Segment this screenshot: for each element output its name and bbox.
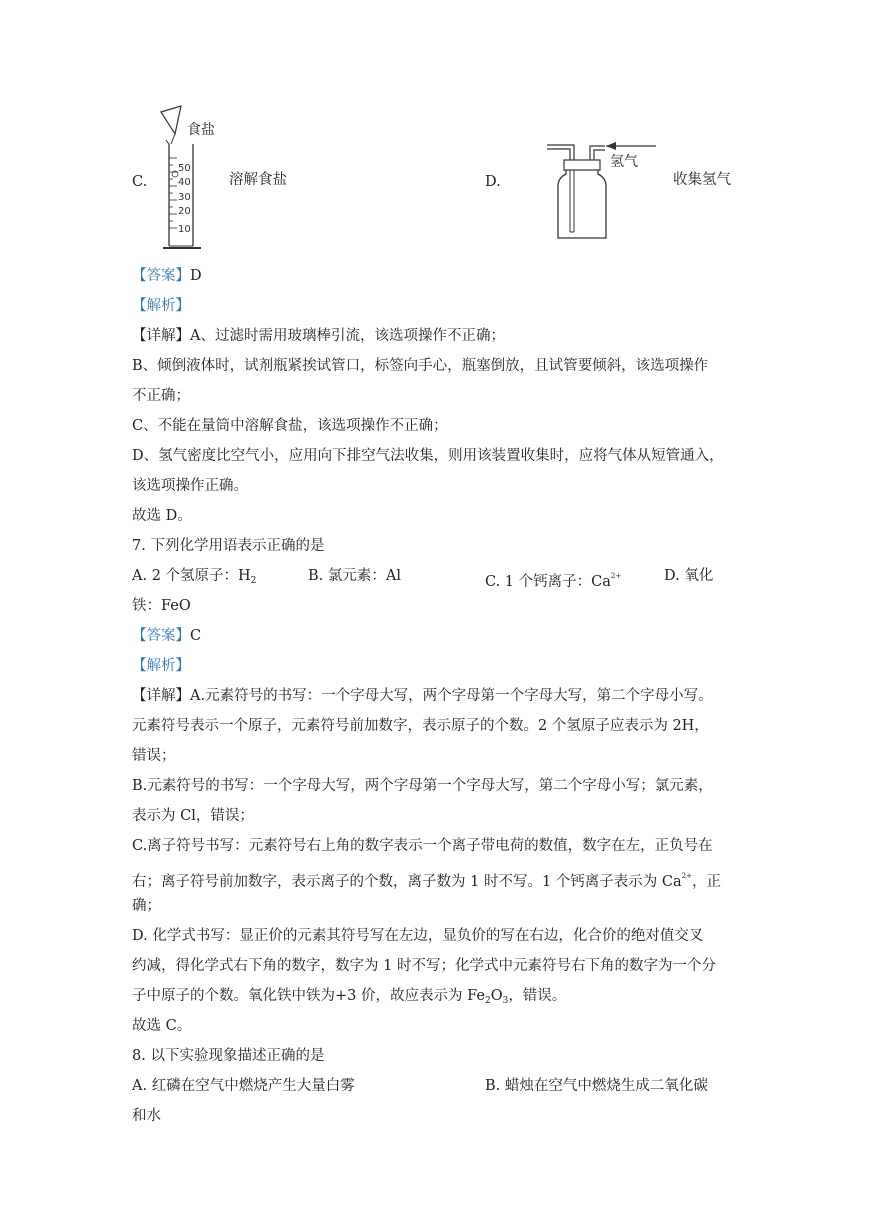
detail-text-end: ，错误。	[508, 988, 567, 1004]
q7-option-d-cont: 铁：FeO	[132, 598, 191, 614]
q7-option-c	[485, 566, 621, 592]
option-c-text: C. 1 个钙离子：Ca	[485, 574, 611, 590]
subscript: 2	[250, 576, 257, 586]
q7-detail-c1: C.离子符号书写：元素符号右上角的数字表示一个离子带电荷的数值，数字在左，正负号在	[132, 838, 713, 854]
q7-detail-d1: D. 化学式书写：显正价的元素其符号写在左边，显负价的写在右边，化合价的绝对值交叉	[132, 928, 704, 944]
option-d-label: 收集氢气	[673, 172, 731, 188]
q6-analysis-tag: 【解析】	[132, 298, 190, 314]
q7-answer	[132, 626, 201, 646]
q7-detail-c2	[132, 866, 721, 892]
scale-20: 20	[178, 206, 191, 217]
q7-detail-d3	[132, 986, 566, 1011]
superscript: 2+	[681, 872, 692, 880]
q6-detail-b2: 不正确；	[132, 388, 190, 404]
scale-40: 40	[178, 177, 191, 188]
detail-text: 子中原子的个数。氧化铁中铁为+3 价，故应表示为 Fe	[132, 988, 485, 1004]
detail-text: A.元素符号的书写：一个字母大写，两个字母第一个字母大写，第二个字母小写。	[190, 688, 713, 704]
gas-label: 氢气	[610, 154, 638, 170]
option-c-letter: C.	[132, 174, 148, 190]
option-d-letter: D.	[485, 174, 501, 190]
option-a-text: A. 2 个氢原子：H	[132, 568, 251, 584]
q6-detail-d2: 该选项操作正确。	[132, 478, 248, 494]
answer-value: D	[190, 268, 202, 284]
q8-option-b: B. 蜡烛在空气中燃烧生成二氧化碳	[485, 1078, 708, 1094]
answer-value: C	[190, 628, 202, 644]
q8-option-b-cont: 和水	[132, 1108, 161, 1124]
detail-tag: 【详解】	[132, 688, 190, 704]
subscript: 2	[484, 996, 491, 1006]
q7-detail-a2: 元素符号表示一个原子，元素符号前加数字，表示原子的个数。2 个氢原子应表示为 2H，	[132, 718, 709, 734]
superscript: 2+	[610, 572, 622, 580]
scale-30: 30	[178, 192, 191, 203]
q7-stem: 7. 下列化学用语表示正确的是	[132, 538, 325, 554]
q6-detail-a	[132, 326, 505, 346]
detail-text-end: ，正	[691, 874, 721, 890]
q7-conclusion: 故选 C。	[132, 1018, 192, 1034]
q7-detail-c3: 确；	[132, 898, 161, 914]
detail-text: A、过滤时需用玻璃棒引流，该选项操作不正确；	[190, 328, 505, 344]
q8-option-a: A. 红磷在空气中燃烧产生大量白雾	[132, 1078, 355, 1094]
gas-bottle-figure	[544, 136, 664, 242]
graduated-cylinder-figure	[155, 104, 227, 256]
q6-detail-b1: B、倾倒液体时，试剂瓶紧挨试管口，标签向手心，瓶塞倒放，且试管要倾斜，该选项操作	[132, 358, 709, 374]
detail-text: 右；离子符号前加数字，表示离子的个数，离子数为 1 时不写。1 个钙离子表示为 Ca	[132, 874, 682, 890]
q7-detail-d2: 约减，得化学式右下角的数字，数字为 1 时不写；化学式中元素符号右下角的数字为一个分	[132, 958, 716, 974]
reagent-label: 食盐	[187, 122, 215, 138]
q7-option-a	[132, 566, 256, 591]
option-c-label: 溶解食盐	[229, 172, 287, 188]
detail-tag: 【详解】	[132, 328, 190, 344]
scale-50: 50	[178, 163, 191, 174]
scale-10: 10	[178, 224, 191, 235]
q7-detail-b1: B.元素符号的书写：一个字母大写，两个字母第一个字母大写，第二个字母小写；氯元素，	[132, 778, 713, 794]
q8-stem: 8. 以下实验现象描述正确的是	[132, 1048, 325, 1064]
q7-option-d: D. 氧化	[664, 568, 714, 584]
subscript: 3	[502, 996, 509, 1006]
element-symbol: O	[490, 988, 503, 1004]
q7-detail-a3: 错误；	[132, 748, 176, 764]
q6-detail-d1: D、氢气密度比空气小，应用向下排空气法收集，则用该装置收集时，应将气体从短管通入，	[132, 448, 724, 464]
answer-tag: 【答案】	[132, 628, 190, 644]
answer-tag: 【答案】	[132, 268, 190, 284]
q7-analysis-tag: 【解析】	[132, 658, 190, 674]
q7-detail-a1	[132, 686, 713, 706]
q6-detail-c: C、不能在量筒中溶解食盐，该选项操作不正确；	[132, 418, 448, 434]
q6-conclusion: 故选 D。	[132, 508, 192, 524]
q7-option-b: B. 氯元素：Al	[308, 568, 401, 584]
q7-detail-b2: 表示为 Cl，错误；	[132, 808, 254, 824]
q6-answer	[132, 266, 202, 286]
